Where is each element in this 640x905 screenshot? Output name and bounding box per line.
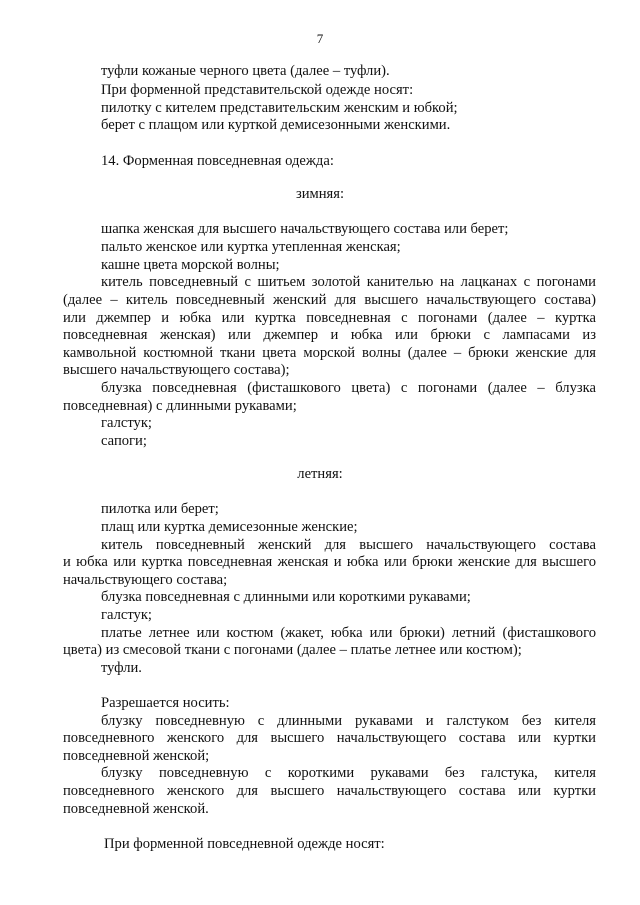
text-line: блузку повседневную с короткими рукавами без галстука, кителя <box>101 765 596 781</box>
text-line: сапоги; <box>101 433 147 449</box>
text-line: повседневного женского для высшего начальствующего состава или куртки <box>63 783 596 799</box>
text-line: блузка повседневная (фисташкового цвета) с погонами (далее – блузка <box>101 380 596 396</box>
text-line: цвета) из смесовой ткани с погонами (далее – платье летнее или костюм); <box>63 642 522 658</box>
text-line: камвольной костюмной ткани цвета морской волны (далее – брюки женские для <box>63 345 596 361</box>
text-line: повседневная) с длинными рукавами; <box>63 398 297 414</box>
text-line: туфли кожаные черного цвета (далее – туфли). <box>101 63 390 79</box>
text-line: повседневной женской; <box>63 748 210 764</box>
text-line: повседневного женского для высшего начальствующего состава или куртки <box>63 730 596 746</box>
text-line: повседневная женская) или джемпер и юбка или брюки с лампасами из <box>63 327 596 343</box>
text-line: китель повседневный с шитьем золотой канителью на лацканах с погонами <box>101 274 596 290</box>
text-line: галстук; <box>101 607 152 623</box>
text-line: Разрешается носить: <box>101 695 230 711</box>
text-line: туфли. <box>101 660 142 676</box>
text-line: При форменной повседневной одежде носят: <box>104 836 385 852</box>
text-line: пилотка или берет; <box>101 501 219 517</box>
text-line: шапка женская для высшего начальствующего состава или берет; <box>101 221 509 237</box>
section-heading: 14. Форменная повседневная одежда: <box>101 153 334 169</box>
text-line: повседневной женской. <box>63 801 209 817</box>
text-line: блузка повседневная с длинными или короткими рукавами; <box>101 589 471 605</box>
page-number: 7 <box>316 31 324 46</box>
text-line: галстук; <box>101 415 152 431</box>
text-line: пальто женское или куртка утепленная женская; <box>101 239 401 255</box>
text-line: и юбка или куртка повседневная женская и юбка или брюки женские для высшего <box>63 554 596 570</box>
text-line: или джемпер и юбка или куртка повседневная с погонами (далее – куртка <box>63 310 596 326</box>
subheading-winter: зимняя: <box>295 186 345 202</box>
text-line: пилотку с кителем представительским женским и юбкой; <box>101 100 458 116</box>
text-line: платье летнее или костюм (жакет, юбка или брюки) летний (фисташкового <box>101 625 596 641</box>
text-line: китель повседневный женский для высшего начальствующего состава <box>101 537 596 553</box>
subheading-summer: летняя: <box>297 466 343 482</box>
text-line: берет с плащом или курткой демисезонными женскими. <box>101 117 451 133</box>
text-line: кашне цвета морской волны; <box>101 257 280 273</box>
text-line: высшего начальствующего состава); <box>63 362 290 378</box>
text-line: (далее – китель повседневный женский для высшего начальствующего состава) <box>63 292 596 308</box>
text-line: начальствующего состава; <box>63 572 228 588</box>
text-line: плащ или куртка демисезонные женские; <box>101 519 358 535</box>
text-line: блузку повседневную с длинными рукавами и галстуком без кителя <box>101 713 596 729</box>
text-line: При форменной представительской одежде носят: <box>101 82 414 98</box>
